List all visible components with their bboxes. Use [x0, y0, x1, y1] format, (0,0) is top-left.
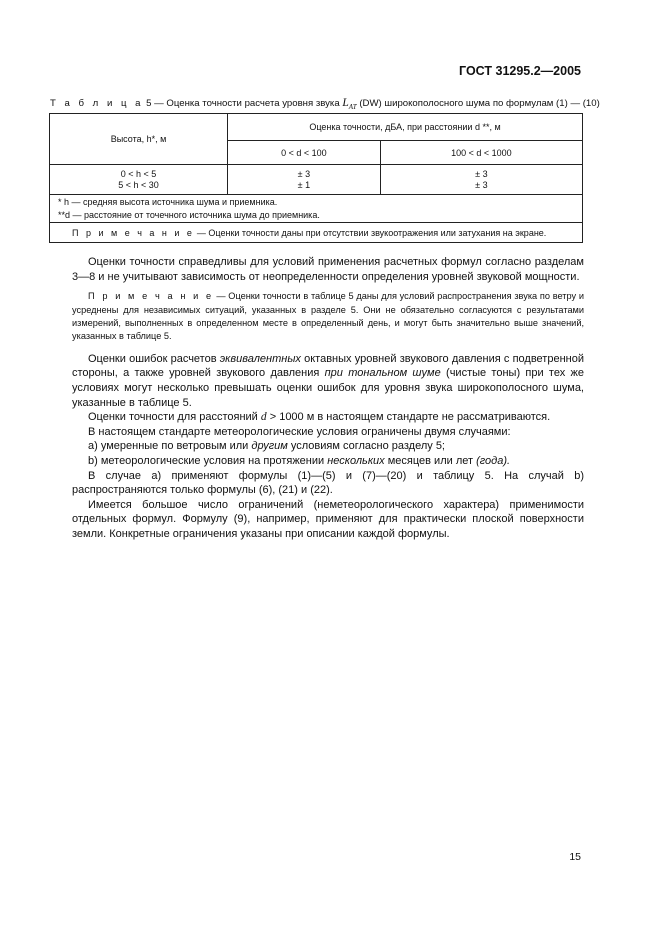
- paragraph-cases: В случае a) применяют формулы (1)—(5) и (7)—(20) и таблицу 5. На случай b) распространяются только формулы (6), (21) и (22).: [72, 469, 584, 497]
- paragraph-distance: Оценки точности для расстояний d > 1000 м в настоящем стандарте не рассматриваются.: [88, 411, 551, 424]
- table-note: П р и м е ч а н и е — Оценки точности даны при отсутствии звукоотражения или затухания на экране.: [50, 223, 583, 243]
- subheader-near: 0 < d < 100: [228, 141, 381, 165]
- paragraph-limitations: Имеется большое число ограничений (неметеорологического характера) применимости отдельных формул. Формулу (9), например, применяют для практически плоской поверхности земли. Конкретные ограничения указаны при описании каждой формулы.: [72, 498, 584, 540]
- table-caption: Т а б л и ц а 5 — Оценка точности расчета уровня звука $L_{AT}$ (DW) широкополосного шума по формулам (1) — (10): [50, 97, 600, 111]
- document-id: ГОСТ 31295.2—2005: [459, 64, 581, 78]
- note-accuracy: П р и м е ч а н и е — Оценки точности в таблице 5 даны для условий распространения звука по ветру и усреднены для независимых ситуаций, указанных в разделе 5. Они не обязательно согласуются с результатами измерений, выполненных в определенном месте в определенный день, и могут быть значительно выше значений, указанных в таблице 5.: [72, 291, 584, 342]
- cell-far-values: ± 3 ± 3: [380, 165, 582, 195]
- accuracy-table: [49, 113, 583, 243]
- list-item-a: a) умеренные по ветровым или другим условиям согласно разделу 5;: [88, 440, 445, 453]
- paragraph-meteo: В настоящем стандарте метеорологические условия ограничены двумя случаями:: [88, 425, 511, 438]
- body-text: [72, 255, 584, 542]
- cell-near-values: ± 3 ± 1: [228, 165, 381, 195]
- subheader-far: 100 < d < 1000: [380, 141, 582, 165]
- cell-heights: 0 < h < 5 5 < h < 30: [50, 165, 228, 195]
- paragraph-accuracy: Оценки точности справедливы для условий применения расчетных формул согласно разделам 3—8 и не учитывают зависимость от неопределенности определения уровней звуковой мощности.: [72, 256, 584, 283]
- page-number: 15: [569, 851, 581, 863]
- table-footnotes: * h — средняя высота источника шума и приемника. **d — расстояние от точечного источника шума до приемника.: [50, 195, 583, 223]
- list-item-b: b) метеорологические условия на протяжении нескольких месяцев или лет (года).: [88, 454, 511, 467]
- paragraph-errors: Оценки ошибок расчетов эквивалентных октавных уровней звукового давления с подветренной стороны, а также уровней звукового давления при тональном шуме (чистые тоны) при тех же условиях могут несколько превышать оценки ошибок для уровня звука широкополосного шума, указанные в таблице 5.: [72, 352, 584, 409]
- header-height: Высота, h*, м: [50, 114, 228, 165]
- header-accuracy: Оценка точности, дБА, при расстоянии d **, м: [228, 114, 583, 141]
